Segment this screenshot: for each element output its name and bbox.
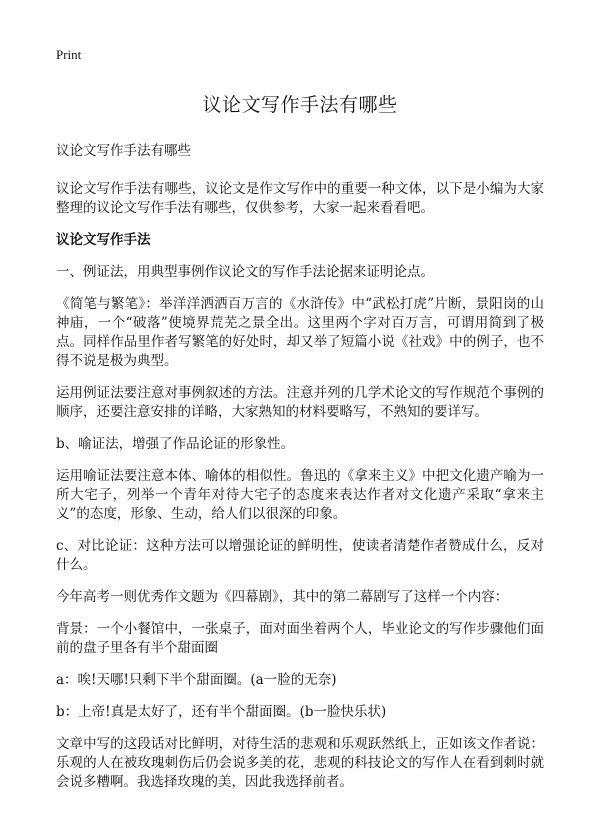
paragraph-metaphor-method: b、喻证法，增强了作品论证的形象性。 [56, 436, 295, 452]
article-title: 议论文写作手法有哪些 [202, 94, 398, 116]
paragraph-example-note: 运用例证法要注意对事例叙述的方法。注意并列的几学术论文的写作规范个事例的顺序，还要注意安排的详略，大家熟知的材料要略写，不熟知的要详写。 [56, 385, 544, 420]
print-link[interactable]: Print [56, 47, 82, 62]
article-body [56, 180, 544, 792]
article-subtitle: 议论文写作手法有哪些 [56, 143, 191, 159]
intro-paragraph: 议论文写作手法有哪些，议论文是作文写作中的重要一种文体，以下是小编为大家整理的议论文写作手法有哪些，仅供参考，大家一起来看看吧。 [56, 181, 544, 216]
paragraph-example-method: 一、例证法，用典型事例作议论文的写作手法论据来证明论点。 [56, 264, 434, 280]
paragraph-contrast-method: c、对比论证：这种方法可以增强论证的鲜明性，使读者清楚作者赞成什么，反对什么。 [56, 538, 544, 573]
paragraph-dialogue-a: a：唉!天哪!只剩下半个甜面圈。(a一脸的无奈) [56, 672, 337, 688]
paragraph-dialogue-b: b：上帝!真是太好了，还有半个甜面圈。(b一脸快乐状) [56, 704, 387, 720]
paragraph-conclusion: 文章中写的这段话对比鲜明，对待生活的悲观和乐观跃然纸上，正如该文作者说：乐观的人在被玫瑰刺伤后仍会说多美的花，悲观的科技论文的写作人在看到刺时就会说多糟啊。我选择玫瑰的美，因此我选择前者。 [56, 736, 544, 790]
section-heading: 议论文写作手法 [56, 232, 151, 248]
paragraph-metaphor-detail: 运用喻证法要注意本体、喻体的相似性。鲁迅的《拿来主义》中把文化遗产喻为一所大宅子，列举一个青年对待大宅子的态度来表达作者对文化遗产采取“拿来主义”的态度，形象、生动，给人们以很深的印象。 [56, 468, 544, 522]
paragraph-contrast-intro: 今年高考一则优秀作文题为《四幕剧》，其中的第二幕剧写了这样一个内容： [56, 589, 509, 605]
paragraph-background: 背景：一个小餐馆中，一张桌子，面对面坐着两个人，毕业论文的写作步骤他们面前的盘子里各有半个甜面圈 [56, 621, 544, 656]
paragraph-example-detail: 《简笔与繁笔》：举洋洋洒洒百万言的《水浒传》中“武松打虎”片断，景阳岗的山神庙，一个“破落”使境界荒芜之景全出。这里两个字对百万言，可谓用简到了极点。同样作品里作者写繁笔的好处时，却又举了短篇小说《社戏》中的例子，也不得不说是极为典型。 [56, 296, 544, 369]
